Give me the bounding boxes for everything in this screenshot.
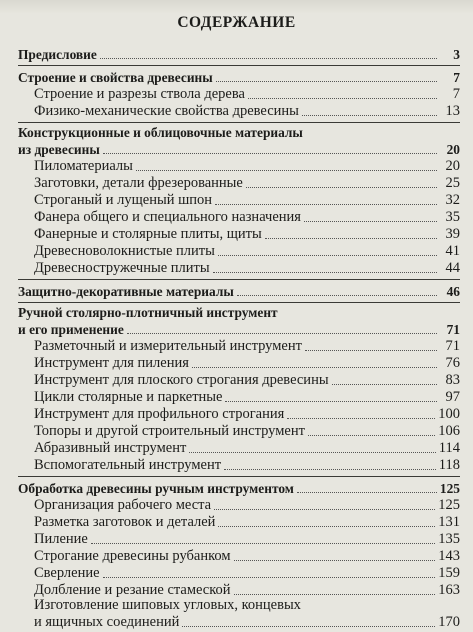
toc-entry-label: Заготовки, детали фрезерованные: [34, 175, 243, 191]
toc-subsection-entry[interactable]: [18, 158, 460, 175]
toc-entry-label: Древесноволокнистые плиты: [34, 243, 215, 259]
toc-subsection-entry[interactable]: [18, 243, 460, 260]
leader-dots: [103, 153, 437, 154]
toc-page-number: 71: [445, 338, 460, 354]
toc-section-entry[interactable]: [18, 126, 460, 141]
toc-entry-label: Изготовление шиповых угловых, концевых: [34, 597, 301, 613]
leader-dots: [213, 272, 437, 273]
section-divider: [18, 65, 460, 66]
toc-entry-label: Разметка заготовок и деталей: [34, 514, 216, 530]
toc-page-number: 35: [445, 209, 460, 225]
toc-entry-label: Долбление и резание стамеской: [34, 582, 231, 598]
toc-entry-label: Пиломатериалы: [34, 158, 133, 174]
toc-page-number: 100: [438, 406, 460, 422]
leader-dots: [103, 577, 436, 578]
toc-entry-label: Защитно-декоративные материалы: [18, 284, 234, 299]
toc-entry-label: и его применение: [18, 322, 124, 337]
toc-subsection-entry[interactable]: [18, 548, 460, 565]
section-divider: [18, 302, 460, 303]
toc-entry-label: Фанерные и столярные плиты, щиты: [34, 226, 262, 242]
toc-entry-label: Вспомогательный инструмент: [34, 457, 222, 473]
toc-entry-label: Фанера общего и специального назначения: [34, 209, 301, 225]
section-divider: [18, 279, 460, 280]
toc-page-number: 125: [439, 481, 460, 496]
toc-subsection-entry[interactable]: [18, 103, 460, 120]
toc-page-number: 41: [445, 243, 460, 259]
toc-entry-label: Конструкционные и облицовочные материалы: [18, 125, 303, 140]
toc-entry-label: Инструмент для профильного строгания: [34, 406, 285, 422]
toc-subsection-entry[interactable]: [18, 565, 460, 582]
leader-dots: [136, 170, 437, 171]
toc-subsection-entry[interactable]: [18, 226, 460, 243]
toc-entry-label: Сверление: [34, 565, 100, 581]
toc-entry-label: Строгание древесины рубанком: [34, 548, 231, 564]
toc-entry-label: и ящичных соединений: [34, 614, 180, 630]
toc-section-entry[interactable]: [18, 283, 460, 300]
toc-subsection-entry[interactable]: [18, 372, 460, 389]
toc-entry-label: Предисловие: [18, 47, 97, 62]
leader-dots: [218, 526, 435, 527]
toc-entry-label: Цикли столярные и паркетные: [34, 389, 223, 405]
toc-entry-label: Топоры и другой строительный инструмент: [34, 423, 305, 439]
toc-subsection-entry[interactable]: [18, 423, 460, 440]
table-of-contents: [18, 46, 460, 631]
toc-page-number: 39: [445, 226, 460, 242]
toc-entry-label: Обработка древесины ручным инструментом: [18, 481, 294, 496]
toc-section-entry[interactable]: [18, 141, 460, 158]
toc-page-number: 143: [438, 548, 460, 564]
leader-dots: [302, 115, 437, 116]
toc-entry-label: Ручной столярно-плотничный инструмент: [18, 305, 278, 320]
leader-dots: [127, 333, 437, 334]
toc-subsection-entry[interactable]: [18, 86, 460, 103]
toc-entry-label: Абразивный инструмент: [34, 440, 187, 456]
toc-subsection-entry[interactable]: [18, 192, 460, 209]
toc-page-number: 163: [438, 582, 460, 598]
toc-page-number: 83: [445, 372, 460, 388]
leader-dots: [248, 98, 437, 99]
leader-dots: [308, 435, 435, 436]
toc-subsection-entry[interactable]: [18, 338, 460, 355]
leader-dots: [215, 204, 437, 205]
leader-dots: [234, 594, 436, 595]
toc-page-number: 7: [453, 70, 460, 85]
toc-page-number: 25: [445, 175, 460, 191]
toc-page-number: 20: [445, 158, 460, 174]
leader-dots: [332, 384, 437, 385]
page-top-edge: [0, 0, 473, 14]
leader-dots: [237, 295, 437, 296]
toc-page-number: 159: [438, 565, 460, 581]
toc-subsection-entry[interactable]: [18, 389, 460, 406]
toc-page-number: 44: [445, 260, 460, 276]
toc-subsection-entry[interactable]: [18, 406, 460, 423]
section-divider: [18, 122, 460, 123]
leader-dots: [297, 492, 437, 493]
toc-entry-label: Строение и свойства древесины: [18, 70, 213, 85]
leader-dots: [265, 238, 437, 239]
toc-entry-label: Инструмент для плоского строгания древесины: [34, 372, 329, 388]
toc-page-number: 76: [445, 355, 460, 371]
toc-subsection-entry[interactable]: [18, 457, 460, 474]
section-divider: [18, 476, 460, 477]
toc-section-entry[interactable]: [18, 46, 460, 63]
leader-dots: [234, 560, 436, 561]
toc-section-entry[interactable]: [18, 69, 460, 86]
toc-entry-label: Организация рабочего места: [34, 497, 212, 513]
toc-subsection-entry[interactable]: [18, 531, 460, 548]
toc-subsection-entry[interactable]: [18, 614, 460, 631]
leader-dots: [218, 255, 437, 256]
toc-entry-label: Физико-механические свойства древесины: [34, 103, 299, 119]
toc-page-number: 13: [445, 103, 460, 119]
toc-subsection-entry[interactable]: [18, 260, 460, 277]
toc-page-number: 125: [438, 497, 460, 513]
leader-dots: [287, 418, 435, 419]
leader-dots: [91, 543, 435, 544]
toc-subsection-entry[interactable]: [18, 440, 460, 457]
toc-page-number: 131: [438, 514, 460, 530]
toc-subsection-entry[interactable]: [18, 175, 460, 192]
leader-dots: [216, 81, 437, 82]
toc-page-number: 135: [438, 531, 460, 547]
toc-page-number: 170: [438, 614, 460, 630]
toc-section-entry[interactable]: [18, 306, 460, 321]
toc-entry-label: Строение и разрезы ствола дерева: [34, 86, 245, 102]
toc-page-number: 3: [453, 47, 460, 62]
leader-dots: [182, 626, 435, 627]
leader-dots: [189, 452, 435, 453]
toc-subsection-entry[interactable]: [18, 209, 460, 226]
toc-subsection-entry[interactable]: [18, 497, 460, 514]
toc-entry-label: из древесины: [18, 142, 100, 157]
toc-page-number: 46: [446, 284, 460, 299]
toc-entry-label: Строганый и лущеный шпон: [34, 192, 213, 208]
toc-entry-label: Пиление: [34, 531, 88, 547]
leader-dots: [305, 350, 437, 351]
leader-dots: [192, 367, 437, 368]
leader-dots: [224, 469, 436, 470]
leader-dots: [304, 221, 437, 222]
toc-subsection-entry[interactable]: [18, 514, 460, 531]
toc-page-number: 106: [438, 423, 460, 439]
leader-dots: [214, 509, 435, 510]
toc-subsection-entry[interactable]: [18, 599, 460, 614]
page-title: СОДЕРЖАНИЕ: [177, 14, 296, 31]
toc-page-number: 32: [445, 192, 460, 208]
toc-entry-label: Разметочный и измерительный инструмент: [34, 338, 302, 354]
toc-subsection-entry[interactable]: [18, 355, 460, 372]
toc-page-number: 20: [446, 142, 460, 157]
toc-page-number: 97: [445, 389, 460, 405]
toc-page-number: 71: [446, 322, 460, 337]
toc-page-number: 7: [452, 86, 460, 102]
leader-dots: [246, 187, 437, 188]
toc-section-entry[interactable]: [18, 321, 460, 338]
toc-page-number: 118: [438, 457, 460, 473]
toc-entry-label: Древесностружечные плиты: [34, 260, 210, 276]
toc-entry-label: Инструмент для пиления: [34, 355, 189, 371]
leader-dots: [225, 401, 437, 402]
toc-page-number: 114: [438, 440, 460, 456]
leader-dots: [100, 58, 437, 59]
toc-section-entry[interactable]: [18, 480, 460, 497]
